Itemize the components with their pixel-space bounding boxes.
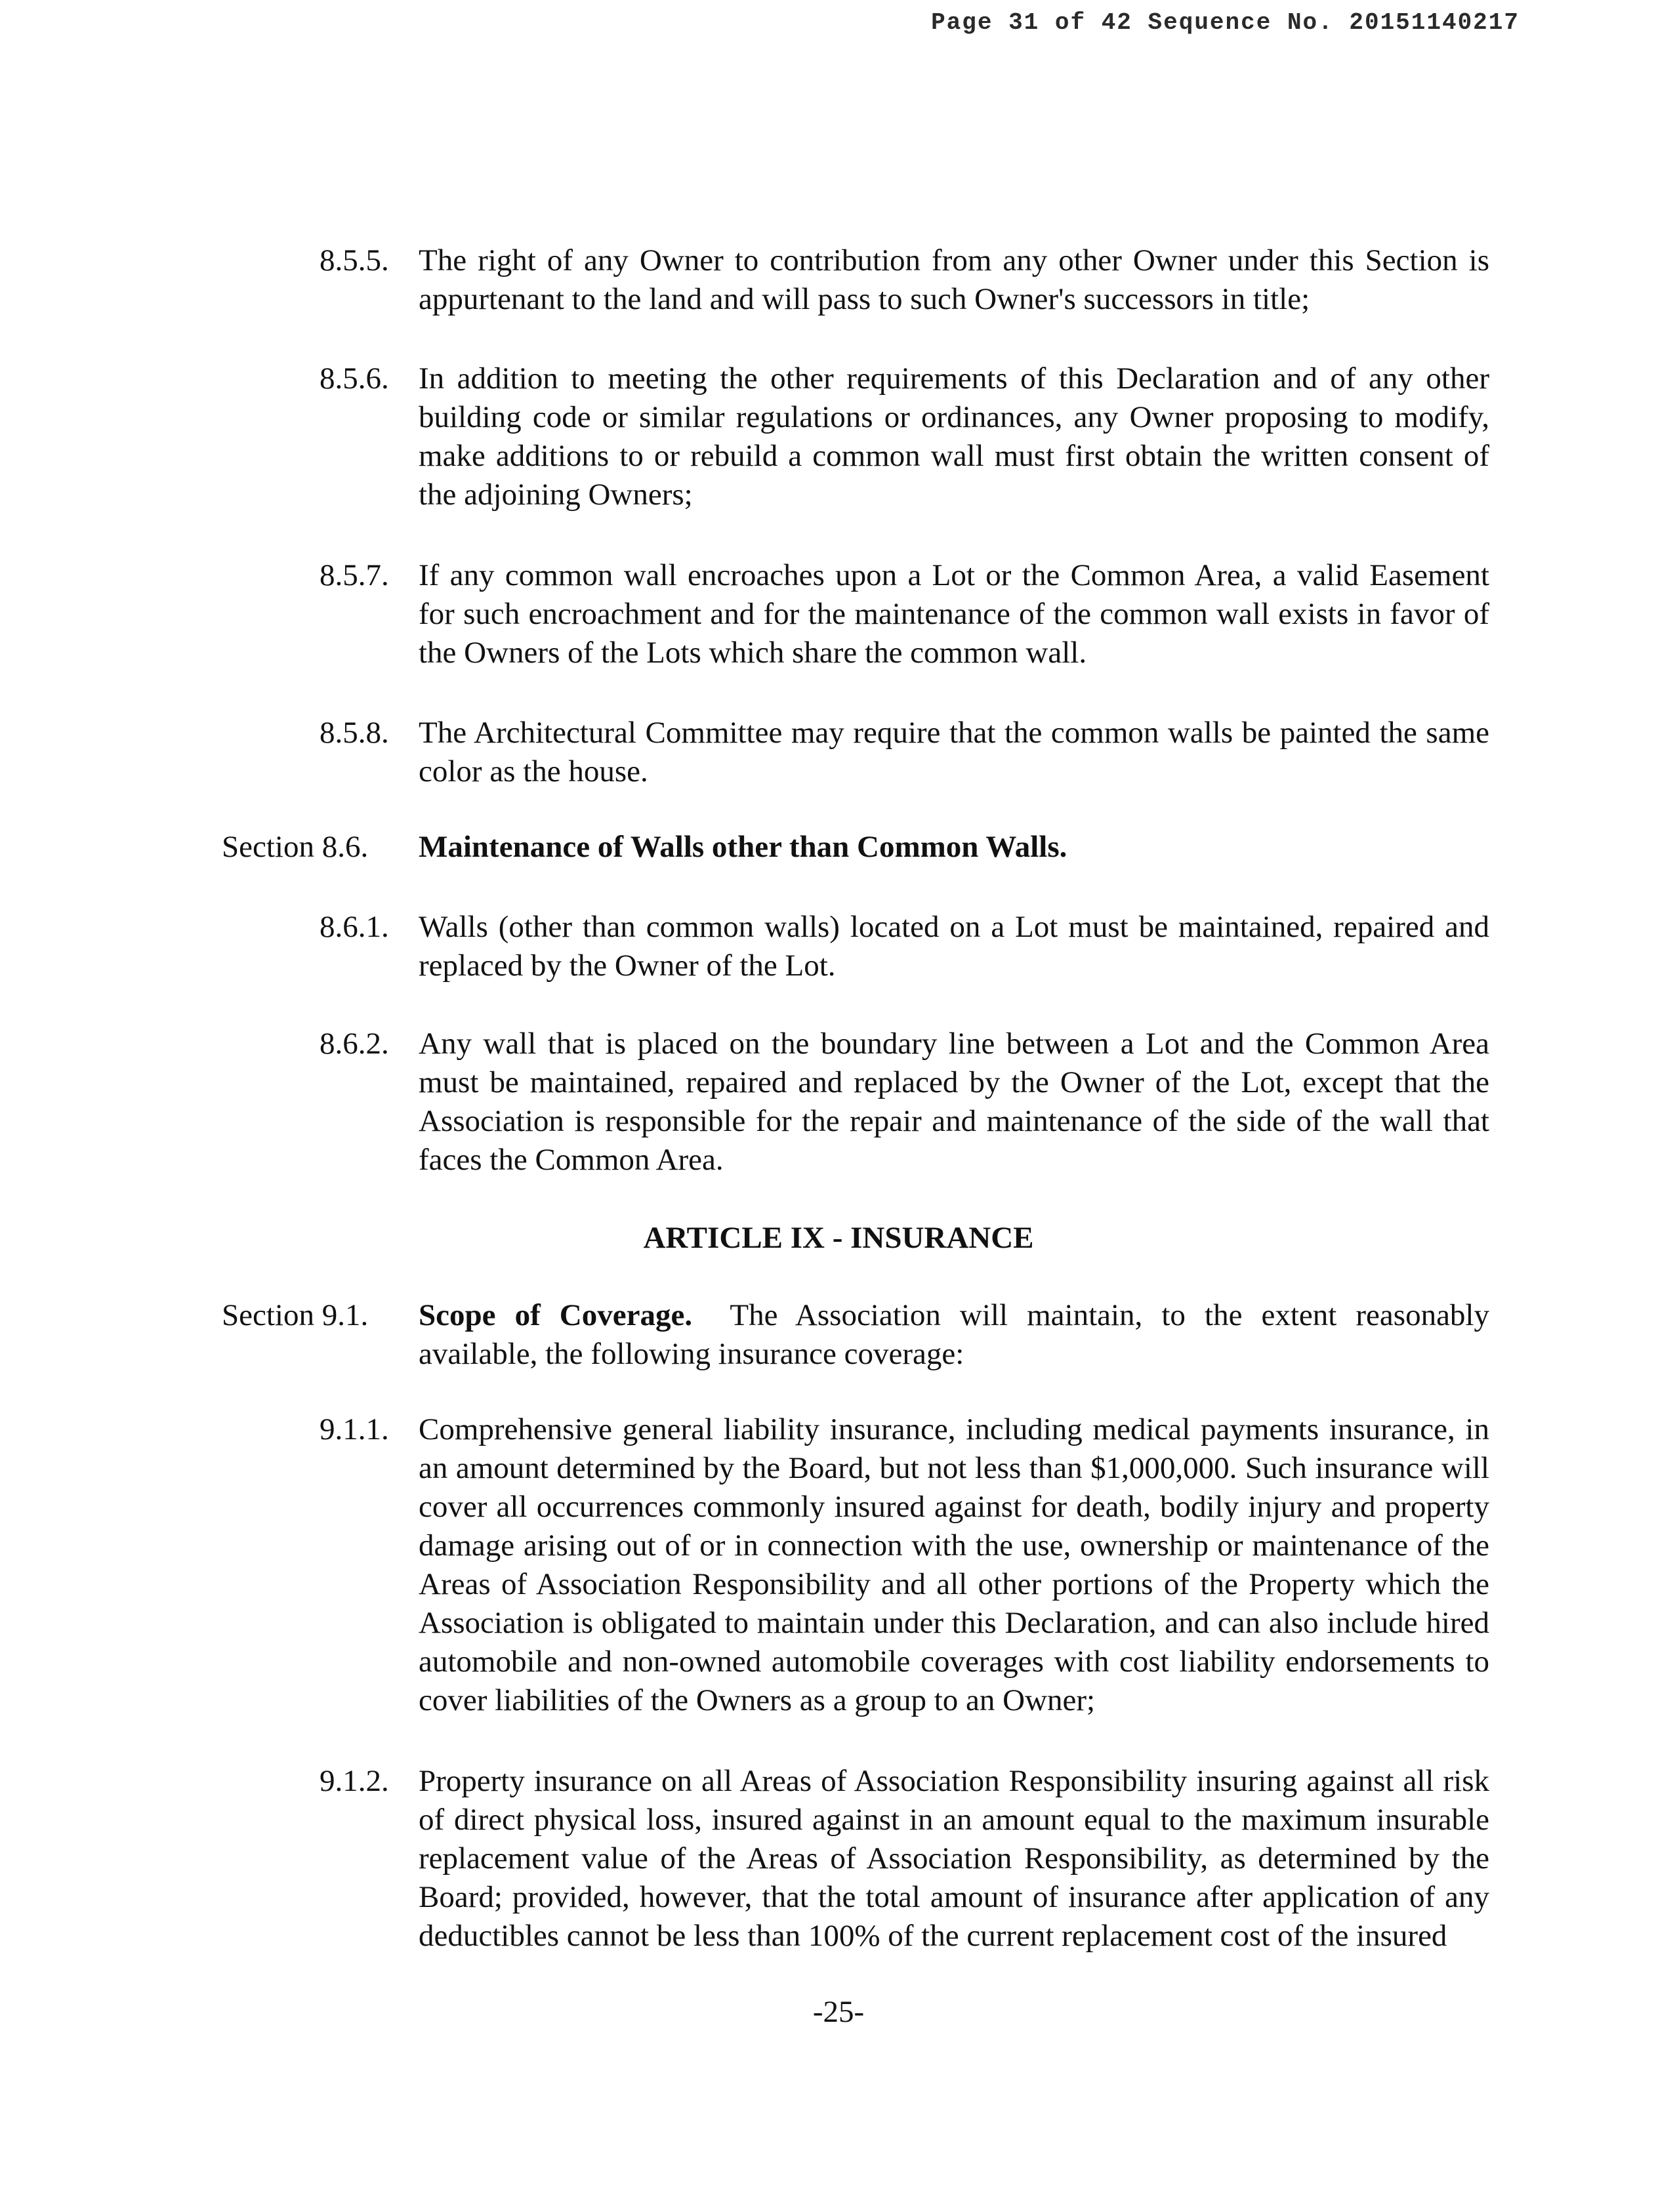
paragraph-text: Property insurance on all Areas of Association Responsibility insuring against all risk of direct physical loss, insured against in an amount equal to the maximum insurable replacement value of the Areas of Association Responsibility, as determined by the Board; provided, however, that the total amount of insurance after application of any deductibles cannot be less than 100% of the current replacement cost of the insured	[419, 1764, 1489, 1953]
paragraph-number: 8.5.6.	[320, 361, 389, 396]
section-number: Section 9.1.	[222, 1298, 369, 1332]
paragraph-text: If any common wall encroaches upon a Lot or the Common Area, a valid Easement for such encroachment and for the maintenance of the common wall exists in favor of the Owners of the Lots which share the common wall.	[419, 558, 1489, 670]
section-text: The Association will maintain, to the extent reasonably available, the following insurance coverage:	[419, 1298, 1489, 1371]
paragraph-number: 8.5.7.	[320, 558, 389, 592]
paragraph-number: 8.6.1.	[320, 910, 389, 944]
page-header: Page 31 of 42 Sequence No. 20151140217	[931, 9, 1520, 36]
paragraph-text: Any wall that is placed on the boundary line between a Lot and the Common Area must be maintained, repaired and replaced by the Owner of the Lot, except that the Association is responsible for the repair and maintenance of the side of the wall that faces the Common Area.	[419, 1027, 1489, 1177]
section-title: Maintenance of Walls other than Common Walls.	[419, 830, 1067, 864]
paragraph-number: 8.5.5.	[320, 243, 389, 277]
paragraph-text: Comprehensive general liability insurance, including medical payments insurance, in an amount determined by the Board, but not less than $1,000,000. Such insurance will cover all occurrences commonly insured against for death, bodily injury and property damage arising out of or in connection with the use, ownership or maintenance of the Areas of Association Responsibility and all other portions of the Property which the Association is obligated to maintain under this Declaration, and can also include hired automobile and non-owned automobile coverages with cost liability endorsements to cover liabilities of the Owners as a group to an Owner;	[419, 1412, 1489, 1717]
article-heading: ARTICLE IX - INSURANCE	[643, 1221, 1034, 1255]
page-number: -25-	[812, 1995, 865, 2029]
section-body: Scope of Coverage. The Association will maintain, to the extent reasonably available, the following insurance coverage:	[419, 1298, 1489, 1371]
paragraph-number: 9.1.1.	[320, 1412, 389, 1446]
paragraph-text: In addition to meeting the other requirements of this Declaration and of any other building code or similar regulations or ordinances, any Owner proposing to modify, make additions to or rebuild a common wall must first obtain the written consent of the adjoining Owners;	[419, 361, 1489, 512]
paragraph-text: The Architectural Committee may require that the common walls be painted the same color as the house.	[419, 716, 1489, 789]
paragraph-number: 9.1.2.	[320, 1764, 389, 1798]
paragraph-number: 8.5.8.	[320, 716, 389, 750]
paragraph-number: 8.6.2.	[320, 1027, 389, 1061]
section-title: Scope of Coverage	[419, 1298, 685, 1332]
paragraph-text: Walls (other than common walls) located on a Lot must be maintained, repaired and replaced by the Owner of the Lot.	[419, 910, 1489, 983]
paragraph-text: The right of any Owner to contribution from any other Owner under this Section is appurtenant to the land and will pass to such Owner's successors in title;	[419, 243, 1489, 316]
section-number: Section 8.6.	[222, 830, 369, 864]
